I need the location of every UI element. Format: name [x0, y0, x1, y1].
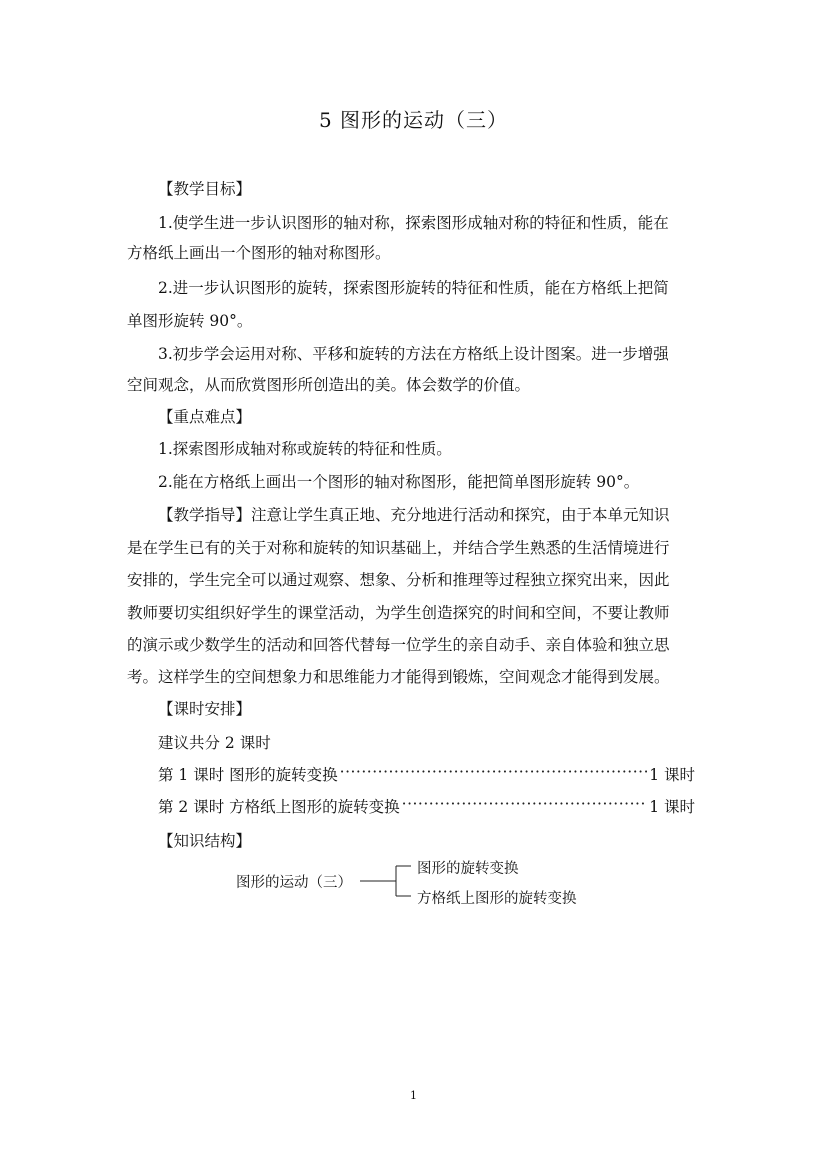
guidance-line-6: 考。这样学生的空间想象力和思维能力才能得到锻炼，空间观念才能得到发展。 — [127, 668, 670, 686]
objective-1-line-2: 方格纸上画出一个图形的轴对称图形。 — [127, 244, 391, 262]
leader-dots — [340, 763, 648, 785]
schedule-heading: 【课时安排】 — [158, 700, 252, 718]
page-number: 1 — [410, 1089, 417, 1102]
guidance-line-1: 【教学指导】注意让学生真正地、充分地进行活动和探究，由于本单元知识 — [158, 506, 670, 524]
schedule-row-1 — [158, 763, 695, 785]
schedule-row-1-label: 第 1 课时 图形的旋转变换 — [158, 766, 338, 784]
objective-1-line-1: 1.使学生进一步认识图形的轴对称，探索图形成轴对称的特征和性质，能在 — [158, 214, 669, 232]
schedule-total: 建议共分 2 课时 — [158, 734, 271, 752]
schedule-row-2 — [158, 795, 695, 817]
structure-branch-1: 图形的旋转变换 — [417, 861, 519, 877]
structure-branch-2: 方格纸上图形的旋转变换 — [417, 891, 577, 907]
structure-root: 图形的运动（三） — [236, 875, 352, 891]
guidance-line-2: 是在学生已有的关于对称和旋转的知识基础上，并结合学生熟悉的生活情境进行 — [127, 539, 670, 557]
structure-heading: 【知识结构】 — [158, 832, 252, 850]
page-title: 5 图形的运动（三） — [318, 108, 509, 132]
schedule-row-2-label: 第 2 课时 方格纸上图形的旋转变换 — [158, 798, 400, 816]
objective-2-line-1: 2.进一步认识图形的旋转，探索图形旋转的特征和性质，能在方格纸上把简 — [158, 279, 669, 297]
key-points-heading: 【重点难点】 — [158, 408, 252, 426]
leader-dots — [402, 795, 648, 817]
objective-3-line-2: 空间观念，从而欣赏图形所创造出的美。体会数学的价值。 — [127, 376, 531, 394]
objective-3-line-1: 3.初步学会运用对称、平移和旋转的方法在方格纸上设计图案。进一步增强 — [158, 345, 669, 363]
key-point-1: 1.探索图形成轴对称或旋转的特征和性质。 — [158, 440, 452, 458]
schedule-row-2-hours: 1 课时 — [649, 798, 695, 816]
objective-2-line-2: 单图形旋转 90°。 — [127, 312, 253, 330]
guidance-line-4: 教师要切实组织好学生的课堂活动，为学生创造探究的时间和空间，不要让教师 — [127, 604, 670, 622]
guidance-line-5: 的演示或少数学生的活动和回答代替每一位学生的亲自动手、亲自体验和独立思 — [127, 636, 670, 654]
schedule-row-1-hours: 1 课时 — [649, 766, 695, 784]
key-point-2: 2.能在方格纸上画出一个图形的轴对称图形，能把简单图形旋转 90°。 — [158, 473, 640, 491]
guidance-line-3: 安排的，学生完全可以通过观察、想象、分析和推理等过程独立探究出来，因此 — [127, 571, 670, 589]
objectives-heading: 【教学目标】 — [158, 180, 252, 198]
